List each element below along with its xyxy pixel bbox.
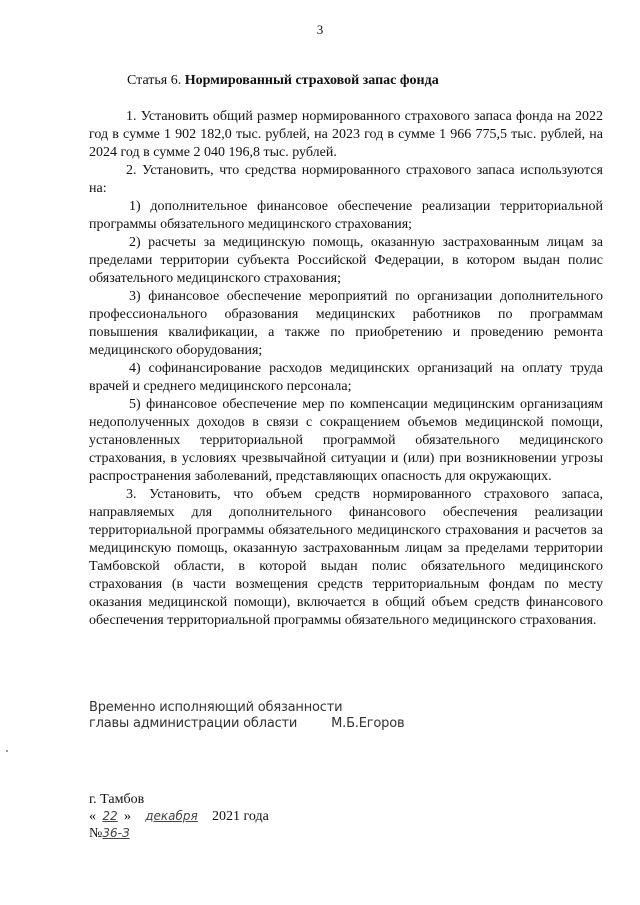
document-number: [89, 826, 130, 842]
city: г. Тамбов: [89, 792, 145, 807]
list-item-1: 1) дополнительное финансовое обеспечение реализации территориальной программы обязательного медицинского страхования;: [89, 199, 603, 232]
date-line: [89, 809, 269, 825]
date-month: декабря: [145, 809, 198, 823]
margin-dot: [6, 750, 8, 752]
number-sign: №: [89, 826, 103, 841]
list-item-2: 2) расчеты за медицинскую помощь, оказанную застрахованным лицам за пределами территории субъекта Российской Федерации, в котором выдан полис обязательного медицинского страхования;: [89, 235, 603, 286]
list-item-4: 4) софинансирование расходов медицинских организаций на оплату труда врачей и среднего медицинского персонала;: [89, 361, 603, 394]
signatory-name: М.Б.Егоров: [331, 716, 405, 731]
list-item-5: 5) финансовое обеспечение мер по компенсации медицинским организациям недополученных доходов в связи с сокращением объемов медицинской помощи, установленных территориальной программой обязательного медицинского страхования, в условиях чрезвычайной ситуации и (или) при возникновении угрозы распространения заболеваний, представляющих опасность для окружающих.: [89, 397, 603, 484]
article-prefix: Статья 6.: [127, 73, 182, 88]
paragraph-1: 1. Установить общий размер нормированного страхового запаса фонда на 2022 год в сумме 1 902 182,0 тыс. рублей, на 2023 год в сумме 1 966 775,5 тыс. рублей, на 2024 год в сумме 2 040 196,8 тыс. рублей.: [89, 109, 603, 160]
paragraph-3: 3. Установить, что объем средств нормированного страхового запаса, направляемых для дополнительного финансового обеспечения реализации территориальной программы обязательного медицинского страхования и расчетов за медицинскую помощь, оказанную застрахованным лицам за пределами территории Тамбовской области, в которой выдан полис обязательного медицинского страхования (в части возмещения средств территориальным фондам по месту оказания медицинской помощи), включается в общий объем средств финансового обеспечения территориальной программы обязательного медицинского страхования.: [89, 487, 603, 628]
date-day: 22: [102, 809, 118, 823]
signature-position-line2-row: [89, 716, 404, 732]
date-open-quote: «: [89, 809, 96, 824]
list-item-3: 3) финансовое обеспечение мероприятий по организации дополнительного профессионального образования медицинских работников по программам повышения квалификации, а также по приобретению и проведению ремонта медицинского оборудования;: [89, 289, 603, 358]
date-year: 2021 года: [212, 809, 269, 824]
signature-block: [89, 700, 404, 732]
number-value: 36-З: [102, 826, 130, 840]
article-heading: [127, 73, 439, 89]
paragraph-2: 2. Установить, что средства нормированного страхового запаса используются на:: [89, 163, 603, 196]
article-title: Нормированный страховой запас фонда: [184, 73, 439, 88]
article-body: [89, 108, 603, 630]
date-close-quote: »: [124, 809, 131, 824]
signature-position-line1: Временно исполняющий обязанности: [89, 700, 343, 715]
signature-position-line2: главы администрации области: [89, 716, 298, 731]
page-number: 3: [316, 22, 324, 37]
